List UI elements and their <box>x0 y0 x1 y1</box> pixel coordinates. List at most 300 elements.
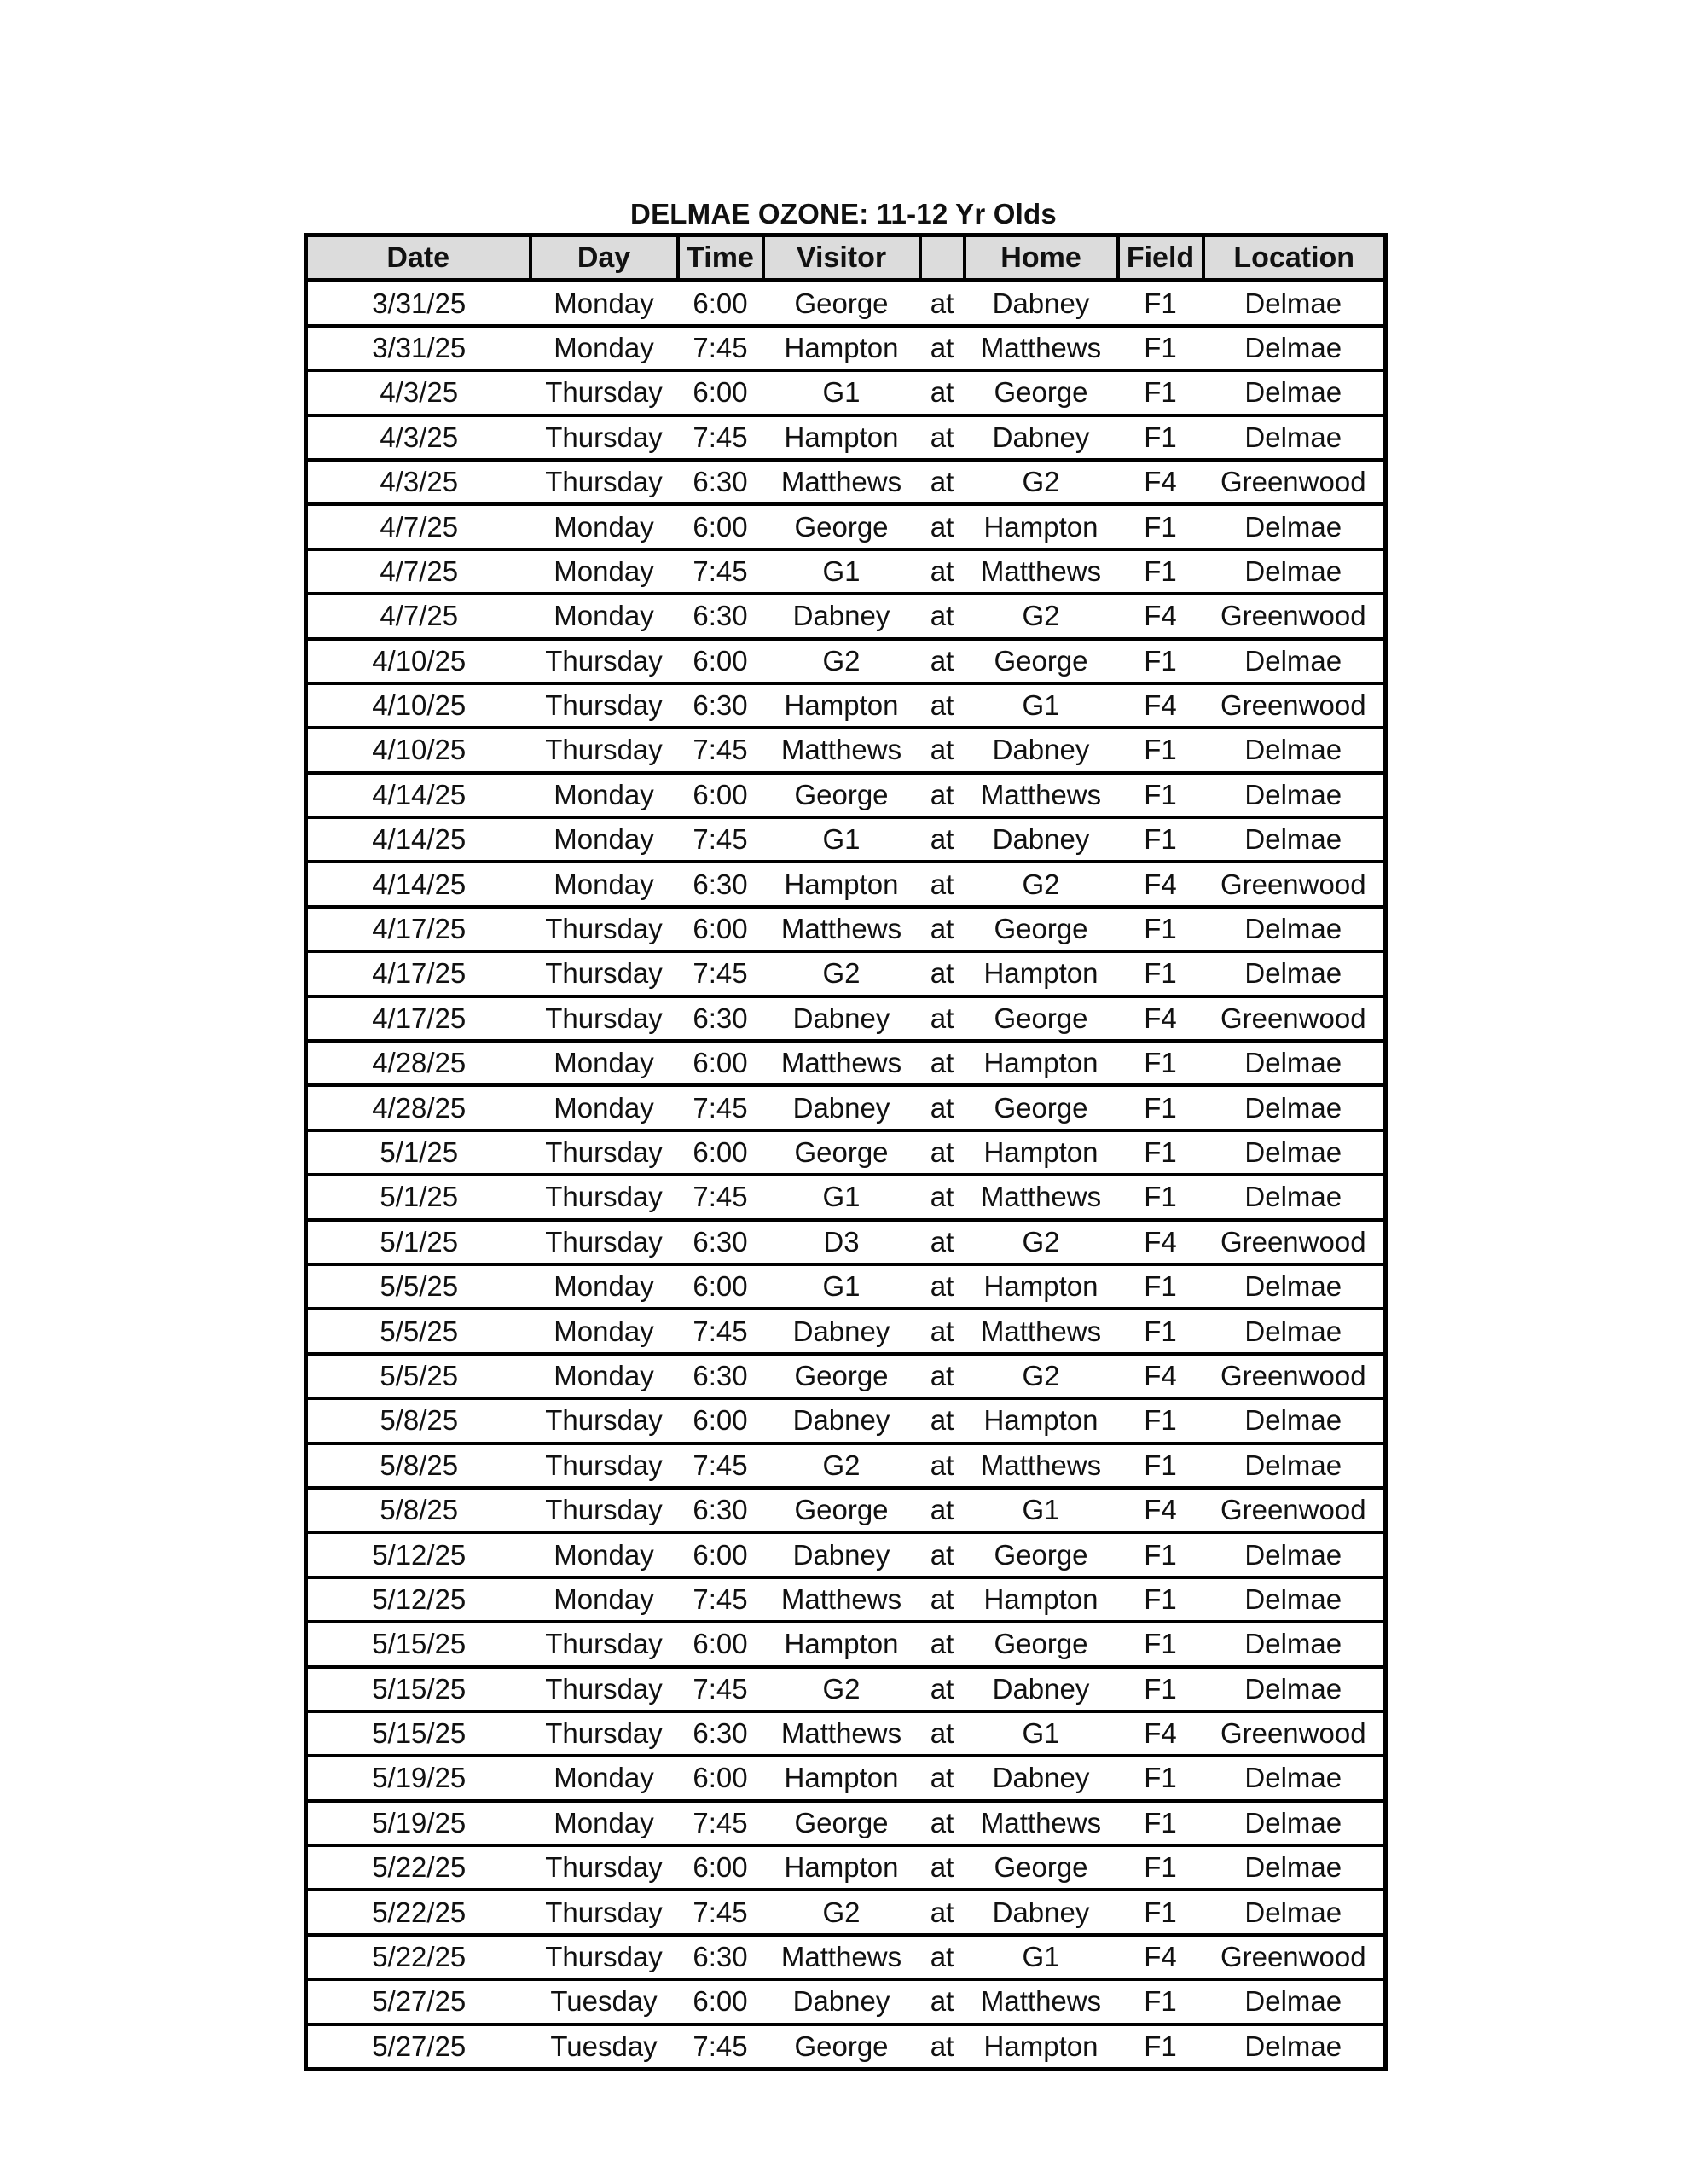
field-number: F4 <box>1118 683 1203 728</box>
column-header-field: Field <box>1118 235 1203 281</box>
home-team: Dabney <box>965 817 1118 862</box>
home-team: G1 <box>965 1935 1118 1979</box>
game-location: Delmae <box>1203 281 1386 326</box>
field-number: F1 <box>1118 1801 1203 1845</box>
game-time: 6:00 <box>678 1979 763 2024</box>
table-row <box>306 1443 1386 1488</box>
game-day: Monday <box>530 504 678 549</box>
game-time: 6:00 <box>678 281 763 326</box>
game-day: Thursday <box>530 1711 678 1756</box>
game-day: Thursday <box>530 1220 678 1264</box>
field-number: F1 <box>1118 1622 1203 1666</box>
table-row <box>306 817 1386 862</box>
table-row <box>306 1890 1386 1934</box>
field-number: F1 <box>1144 2030 1177 2062</box>
home-team: G2 <box>965 594 1118 638</box>
game-location: Delmae <box>1203 1667 1386 1711</box>
home-team: Dabney <box>965 1667 1118 1711</box>
table-row <box>306 1130 1386 1175</box>
visitor-team: George <box>763 1354 920 1398</box>
visitor-team: Hampton <box>763 1756 920 1800</box>
visitor-team: George <box>763 1130 920 1175</box>
game-location: Delmae <box>1203 1622 1386 1666</box>
header-row <box>306 235 1386 281</box>
table-row <box>306 1935 1386 1979</box>
field-number: F1 <box>1118 1398 1203 1443</box>
game-time: 7:45 <box>678 1577 763 1622</box>
game-date: 3/31/25 <box>306 326 530 370</box>
game-day: Monday <box>530 1264 678 1309</box>
game-time: 6:30 <box>678 996 763 1041</box>
at-separator: at <box>920 1220 965 1264</box>
game-day: Thursday <box>530 1890 678 1934</box>
at-separator: at <box>920 1845 965 1890</box>
table-row <box>306 326 1386 370</box>
table-row <box>306 1532 1386 1577</box>
home-team: Dabney <box>965 1756 1118 1800</box>
game-time: 6:00 <box>678 1845 763 1890</box>
home-team: G2 <box>965 862 1118 906</box>
field-number: F1 <box>1118 951 1203 996</box>
visitor-team: Dabney <box>763 1979 920 2024</box>
game-location: Greenwood <box>1203 460 1386 504</box>
game-time: 7:45 <box>678 1085 763 1130</box>
game-location: Delmae <box>1203 1041 1386 1085</box>
game-time: 6:00 <box>678 1041 763 1085</box>
field-number: F1 <box>1118 281 1203 326</box>
home-team: G2 <box>965 1220 1118 1264</box>
at-separator: at <box>920 326 965 370</box>
page-title: DELMAE OZONE: 11-12 Yr Olds <box>630 198 1057 229</box>
at-separator: at <box>920 281 965 326</box>
game-date: 5/1/25 <box>306 1220 530 1264</box>
game-location: Greenwood <box>1203 683 1386 728</box>
field-number: F1 <box>1118 1264 1203 1309</box>
field-number: F1 <box>1118 728 1203 772</box>
game-day: Monday <box>530 773 678 817</box>
game-location: Delmae <box>1203 1801 1386 1845</box>
game-date: 4/3/25 <box>306 370 530 415</box>
game-day: Tuesday <box>530 1979 678 2024</box>
home-team: Matthews <box>965 1801 1118 1845</box>
at-separator: at <box>920 728 965 772</box>
field-number: F1 <box>1118 1041 1203 1085</box>
visitor-team: Dabney <box>763 1085 920 1130</box>
home-team: Dabney <box>965 281 1118 326</box>
game-location: Delmae <box>1203 504 1386 549</box>
game-date: 5/8/25 <box>306 1398 530 1443</box>
game-date: 5/12/25 <box>306 1577 530 1622</box>
game-location: Delmae <box>1203 1845 1386 1890</box>
game-location: Delmae <box>1244 2030 1342 2062</box>
field-number: F1 <box>1118 326 1203 370</box>
field-number: F1 <box>1118 549 1203 594</box>
game-location: Delmae <box>1203 370 1386 415</box>
game-location: Delmae <box>1203 773 1386 817</box>
table-row <box>306 996 1386 1041</box>
at-separator: at <box>920 1398 965 1443</box>
home-team: George <box>965 370 1118 415</box>
at-separator: at <box>920 1622 965 1666</box>
visitor-team: Matthews <box>763 460 920 504</box>
game-time: 6:30 <box>678 460 763 504</box>
home-team: George <box>965 1085 1118 1130</box>
game-date: 5/27/25 <box>306 1979 530 2024</box>
game-time: 7:45 <box>693 2030 748 2062</box>
at-separator: at <box>920 1309 965 1353</box>
at-separator: at <box>920 1979 965 2024</box>
at-separator: at <box>920 1890 965 1934</box>
home-team: Hampton <box>965 951 1118 996</box>
game-time: 6:30 <box>678 1711 763 1756</box>
table-row <box>306 1801 1386 1845</box>
visitor-team: G2 <box>763 639 920 683</box>
game-date: 5/5/25 <box>306 1309 530 1353</box>
game-day: Thursday <box>530 1175 678 1219</box>
home-team: Matthews <box>965 326 1118 370</box>
at-separator: at <box>920 549 965 594</box>
game-location: Delmae <box>1203 907 1386 951</box>
game-day: Thursday <box>530 1845 678 1890</box>
table-row <box>306 1220 1386 1264</box>
field-number: F1 <box>1118 1443 1203 1488</box>
home-team: George <box>965 1845 1118 1890</box>
game-location: Delmae <box>1203 1309 1386 1353</box>
game-location: Delmae <box>1203 1532 1386 1577</box>
field-number: F1 <box>1118 1532 1203 1577</box>
at-separator: at <box>920 1175 965 1219</box>
at-separator: at <box>920 1130 965 1175</box>
game-time: 6:30 <box>678 1488 763 1532</box>
field-number: F1 <box>1118 415 1203 460</box>
field-number: F4 <box>1118 996 1203 1041</box>
visitor-team: Dabney <box>763 1309 920 1353</box>
table-row <box>306 1979 1386 2024</box>
field-number: F1 <box>1118 1577 1203 1622</box>
visitor-team: Matthews <box>763 1577 920 1622</box>
home-team: Hampton <box>965 1398 1118 1443</box>
visitor-team: G2 <box>763 1890 920 1934</box>
game-location: Delmae <box>1203 1756 1386 1800</box>
game-date: 5/22/25 <box>306 1890 530 1934</box>
table-row <box>306 1041 1386 1085</box>
at-separator: at <box>920 1577 965 1622</box>
column-header-day: Day <box>530 235 678 281</box>
visitor-team: George <box>763 281 920 326</box>
home-team: Hampton <box>983 2030 1099 2062</box>
at-separator: at <box>920 951 965 996</box>
home-team: G2 <box>965 460 1118 504</box>
game-day: Thursday <box>530 1488 678 1532</box>
table-row <box>306 2024 1386 2070</box>
home-team: Dabney <box>965 1890 1118 1934</box>
visitor-team: Hampton <box>763 862 920 906</box>
visitor-team: George <box>763 1488 920 1532</box>
visitor-team: Hampton <box>763 415 920 460</box>
game-day: Thursday <box>530 907 678 951</box>
home-team: George <box>965 1622 1118 1666</box>
game-day: Monday <box>530 1756 678 1800</box>
game-date: 5/15/25 <box>306 1667 530 1711</box>
game-time: 6:30 <box>678 1935 763 1979</box>
home-team: Hampton <box>965 1041 1118 1085</box>
table-row <box>306 594 1386 638</box>
at-separator: at <box>920 773 965 817</box>
game-time: 6:30 <box>678 683 763 728</box>
game-day: Monday <box>530 1354 678 1398</box>
home-team: George <box>965 996 1118 1041</box>
home-team: G1 <box>965 1711 1118 1756</box>
table-row <box>306 504 1386 549</box>
at-separator: at <box>920 683 965 728</box>
game-location: Greenwood <box>1203 862 1386 906</box>
field-number: F1 <box>1118 639 1203 683</box>
schedule-table <box>304 233 1388 2071</box>
game-date: 5/19/25 <box>306 1801 530 1845</box>
field-number: F4 <box>1118 862 1203 906</box>
game-date: 4/17/25 <box>306 907 530 951</box>
game-location: Delmae <box>1203 1979 1386 2024</box>
field-number: F1 <box>1118 773 1203 817</box>
game-location: Greenwood <box>1203 996 1386 1041</box>
game-location: Delmae <box>1203 1175 1386 1219</box>
game-location: Greenwood <box>1203 594 1386 638</box>
game-date: 5/12/25 <box>306 1532 530 1577</box>
game-location: Delmae <box>1203 415 1386 460</box>
game-time: 7:45 <box>678 1443 763 1488</box>
game-date: 4/7/25 <box>306 594 530 638</box>
table-row <box>306 370 1386 415</box>
visitor-team: G1 <box>763 817 920 862</box>
field-number: F1 <box>1118 1175 1203 1219</box>
table-row <box>306 1488 1386 1532</box>
visitor-team: Matthews <box>763 1041 920 1085</box>
game-day: Thursday <box>530 460 678 504</box>
field-number: F4 <box>1118 1488 1203 1532</box>
game-date: 3/31/25 <box>306 281 530 326</box>
game-location: Delmae <box>1203 1085 1386 1130</box>
column-header-home: Home <box>965 235 1118 281</box>
at-separator: at <box>920 370 965 415</box>
game-time: 6:00 <box>678 639 763 683</box>
visitor-team: G2 <box>763 1443 920 1488</box>
table-row <box>306 862 1386 906</box>
game-location: Delmae <box>1203 639 1386 683</box>
visitor-team: George <box>763 1801 920 1845</box>
game-day: Monday <box>530 549 678 594</box>
at-separator: at <box>920 1935 965 1979</box>
game-date: 5/1/25 <box>306 1130 530 1175</box>
game-location: Greenwood <box>1203 1220 1386 1264</box>
game-time: 6:00 <box>678 773 763 817</box>
game-date: 5/27/25 <box>372 2030 467 2062</box>
game-day: Monday <box>530 1085 678 1130</box>
game-time: 6:00 <box>678 504 763 549</box>
game-location: Delmae <box>1203 951 1386 996</box>
game-date: 5/8/25 <box>306 1443 530 1488</box>
game-date: 4/28/25 <box>306 1085 530 1130</box>
visitor-team: Dabney <box>763 594 920 638</box>
game-time: 6:00 <box>678 907 763 951</box>
game-time: 7:45 <box>678 1309 763 1353</box>
field-number: F4 <box>1118 1935 1203 1979</box>
game-location: Delmae <box>1203 326 1386 370</box>
game-date: 5/8/25 <box>306 1488 530 1532</box>
game-time: 7:45 <box>678 1175 763 1219</box>
game-day: Thursday <box>530 1130 678 1175</box>
table-row <box>306 1264 1386 1309</box>
at-separator: at <box>920 1354 965 1398</box>
field-number: F1 <box>1118 817 1203 862</box>
game-time: 7:45 <box>678 549 763 594</box>
game-time: 7:45 <box>678 951 763 996</box>
visitor-team: G1 <box>763 1175 920 1219</box>
visitor-team: G2 <box>763 1667 920 1711</box>
game-time: 7:45 <box>678 1890 763 1934</box>
game-day: Thursday <box>530 683 678 728</box>
game-date: 4/3/25 <box>306 415 530 460</box>
game-day: Monday <box>530 326 678 370</box>
table-row <box>306 1667 1386 1711</box>
game-date: 4/7/25 <box>306 549 530 594</box>
visitor-team: Matthews <box>763 728 920 772</box>
game-day: Thursday <box>530 370 678 415</box>
at-separator: at <box>930 2030 954 2062</box>
field-number: F1 <box>1118 1890 1203 1934</box>
at-separator: at <box>920 1532 965 1577</box>
game-day: Monday <box>530 1309 678 1353</box>
table-row <box>306 1845 1386 1890</box>
game-location: Delmae <box>1203 1443 1386 1488</box>
game-time: 6:00 <box>678 1622 763 1666</box>
visitor-team: Hampton <box>763 326 920 370</box>
game-day: Monday <box>530 1532 678 1577</box>
field-number: F4 <box>1118 1711 1203 1756</box>
field-number: F1 <box>1118 504 1203 549</box>
visitor-team: Dabney <box>763 1532 920 1577</box>
table-row <box>306 683 1386 728</box>
game-date: 4/14/25 <box>306 862 530 906</box>
at-separator: at <box>920 996 965 1041</box>
game-date: 4/17/25 <box>306 996 530 1041</box>
visitor-team: Matthews <box>763 907 920 951</box>
game-day: Thursday <box>530 1443 678 1488</box>
home-team: Dabney <box>965 415 1118 460</box>
table-row <box>306 1577 1386 1622</box>
home-team: Matthews <box>965 549 1118 594</box>
game-time: 6:30 <box>678 1220 763 1264</box>
home-team: Dabney <box>965 728 1118 772</box>
at-separator: at <box>920 1085 965 1130</box>
home-team: Matthews <box>965 1443 1118 1488</box>
game-day: Thursday <box>530 1667 678 1711</box>
game-location: Delmae <box>1203 1398 1386 1443</box>
column-header-at <box>920 235 965 281</box>
game-day: Thursday <box>530 728 678 772</box>
at-separator: at <box>920 907 965 951</box>
home-team: Matthews <box>965 1309 1118 1353</box>
at-separator: at <box>920 817 965 862</box>
game-location: Delmae <box>1203 817 1386 862</box>
at-separator: at <box>920 1711 965 1756</box>
table-row <box>306 1175 1386 1219</box>
visitor-team: D3 <box>763 1220 920 1264</box>
game-date: 5/1/25 <box>306 1175 530 1219</box>
game-location: Delmae <box>1203 728 1386 772</box>
column-header-date: Date <box>306 235 530 281</box>
at-separator: at <box>920 1488 965 1532</box>
column-header-location: Location <box>1203 235 1386 281</box>
visitor-team: G1 <box>763 1264 920 1309</box>
table-row <box>306 728 1386 772</box>
game-date: 5/15/25 <box>306 1622 530 1666</box>
visitor-team: Hampton <box>763 1845 920 1890</box>
visitor-team: Hampton <box>763 683 920 728</box>
visitor-team: Matthews <box>763 1935 920 1979</box>
visitor-team: George <box>794 2030 889 2062</box>
game-location: Delmae <box>1203 549 1386 594</box>
visitor-team: G1 <box>763 370 920 415</box>
game-time: 6:00 <box>678 1398 763 1443</box>
game-day: Monday <box>530 862 678 906</box>
game-location: Delmae <box>1203 1890 1386 1934</box>
game-time: 6:00 <box>678 1756 763 1800</box>
field-number: F1 <box>1118 1085 1203 1130</box>
game-date: 4/10/25 <box>306 639 530 683</box>
visitor-team: Dabney <box>763 1398 920 1443</box>
field-number: F4 <box>1118 460 1203 504</box>
table-row <box>306 1398 1386 1443</box>
visitor-team: G1 <box>763 549 920 594</box>
game-time: 6:30 <box>678 1354 763 1398</box>
table-row <box>306 415 1386 460</box>
game-location: Delmae <box>1203 1264 1386 1309</box>
game-date: 4/28/25 <box>306 1041 530 1085</box>
game-date: 4/14/25 <box>306 773 530 817</box>
home-team: Hampton <box>965 1264 1118 1309</box>
game-day: Monday <box>530 1577 678 1622</box>
field-number: F1 <box>1118 1845 1203 1890</box>
visitor-team: George <box>763 773 920 817</box>
game-date: 5/22/25 <box>306 1935 530 1979</box>
game-day: Thursday <box>530 1622 678 1666</box>
table-row <box>306 773 1386 817</box>
game-time: 6:30 <box>678 862 763 906</box>
at-separator: at <box>920 1264 965 1309</box>
game-date: 5/5/25 <box>306 1264 530 1309</box>
at-separator: at <box>920 1801 965 1845</box>
game-location: Greenwood <box>1203 1711 1386 1756</box>
visitor-team: Hampton <box>763 1622 920 1666</box>
field-number: F1 <box>1118 370 1203 415</box>
game-time: 6:00 <box>678 370 763 415</box>
at-separator: at <box>920 1756 965 1800</box>
field-number: F4 <box>1118 594 1203 638</box>
table-row <box>306 1622 1386 1666</box>
game-time: 6:30 <box>678 594 763 638</box>
table-row <box>306 907 1386 951</box>
game-location: Greenwood <box>1203 1488 1386 1532</box>
home-team: Matthews <box>965 1979 1118 2024</box>
home-team: George <box>965 1532 1118 1577</box>
home-team: G2 <box>965 1354 1118 1398</box>
game-location: Greenwood <box>1203 1935 1386 1979</box>
game-time: 7:45 <box>678 326 763 370</box>
table-row <box>306 1085 1386 1130</box>
field-number: F1 <box>1118 907 1203 951</box>
home-team: George <box>965 639 1118 683</box>
game-date: 5/5/25 <box>306 1354 530 1398</box>
